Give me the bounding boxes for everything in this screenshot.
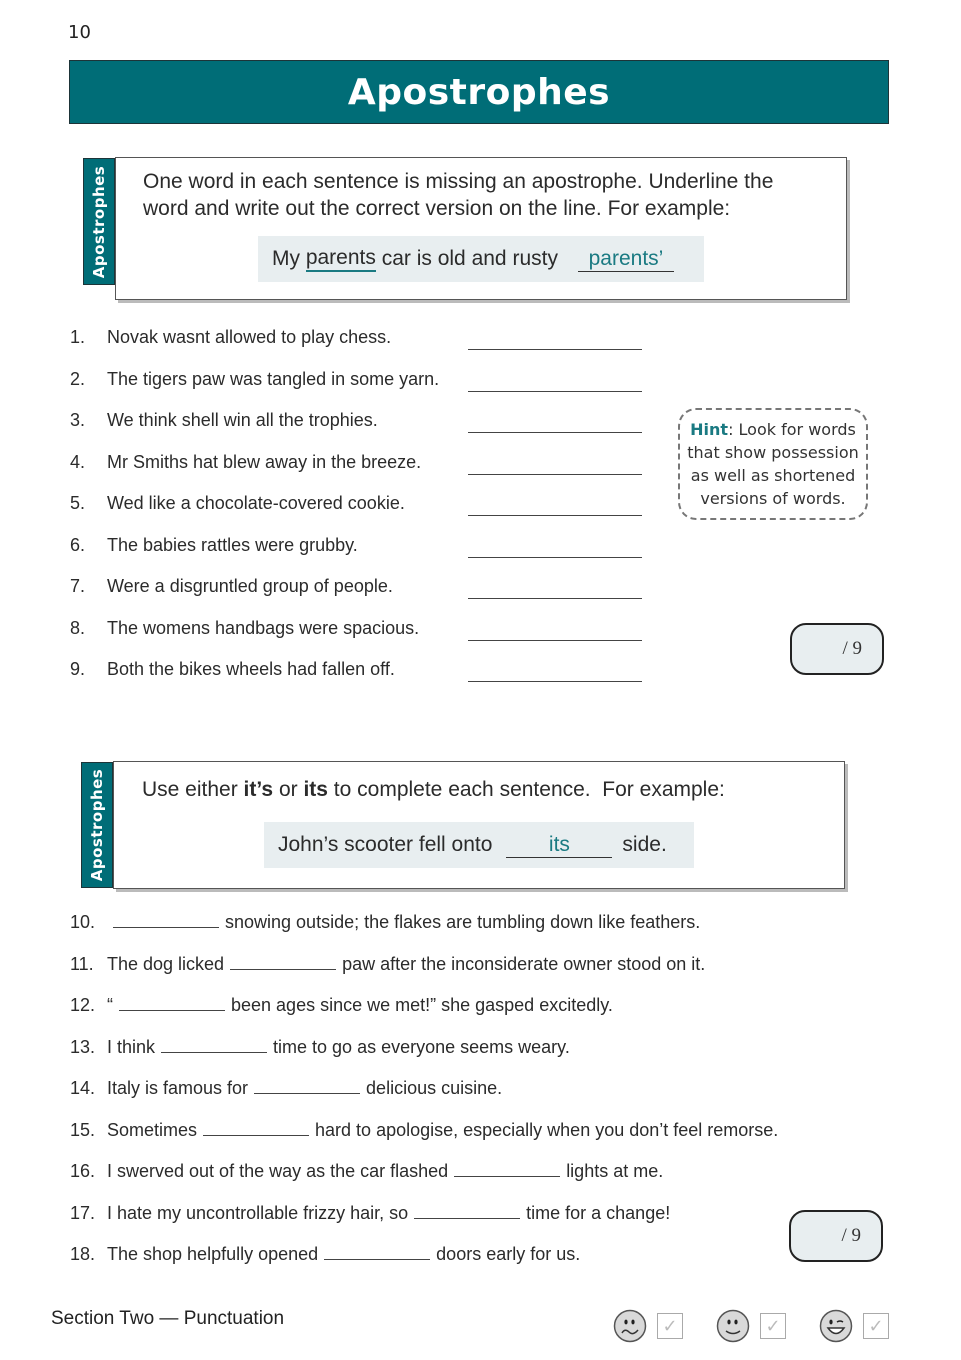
question-text-before: “ xyxy=(107,995,113,1015)
example-text-after: side. xyxy=(622,833,667,856)
instruction-bold-its-apostrophe: it’s xyxy=(243,778,274,801)
answer-line-1[interactable] xyxy=(468,349,642,350)
question-number: 12. xyxy=(70,995,96,1015)
question-text: We think shell win all the trophies. xyxy=(107,410,378,430)
question-item xyxy=(70,1037,570,1058)
answer-line-9[interactable] xyxy=(468,681,642,682)
question-number: 10. xyxy=(70,912,96,932)
rating-checkbox-3[interactable]: ✓ xyxy=(863,1313,889,1339)
page-title-banner xyxy=(69,60,889,124)
worried-face-icon xyxy=(613,1309,647,1343)
question-text-before: I swerved out of the way as the car flashed xyxy=(107,1161,449,1181)
question-item xyxy=(70,327,391,348)
question-number: 8. xyxy=(70,617,86,638)
question-item xyxy=(70,659,395,680)
answer-blank-12[interactable] xyxy=(119,996,225,1011)
question-text-before: Sometimes xyxy=(107,1119,198,1140)
question-number: 11. xyxy=(70,953,94,974)
question-item xyxy=(70,493,405,514)
answer-blank-18[interactable] xyxy=(324,1245,430,1260)
instruction-line xyxy=(142,776,725,803)
question-text: Both the bikes wheels had fallen off. xyxy=(107,659,395,679)
question-number: 7. xyxy=(70,576,86,596)
answer-blank-17[interactable] xyxy=(414,1204,520,1219)
question-item xyxy=(70,1203,670,1224)
question-number: 5. xyxy=(70,493,86,513)
answer-line-2[interactable] xyxy=(468,391,642,392)
side-tab-label: Apostrophes xyxy=(88,768,106,882)
answer-line-8[interactable] xyxy=(468,640,642,641)
question-text: Novak wasnt allowed to play chess. xyxy=(107,327,392,347)
answer-line-4[interactable] xyxy=(468,474,642,475)
question-item xyxy=(70,912,700,933)
section1-side-tab xyxy=(83,158,115,285)
question-number: 4. xyxy=(70,451,86,472)
hint-box xyxy=(678,408,868,520)
hint-line-4: versions of words. xyxy=(700,489,846,508)
side-tab-label: Apostrophes xyxy=(90,165,108,278)
question-text-before: The dog licked xyxy=(107,953,225,974)
answer-blank-10[interactable] xyxy=(113,913,219,928)
question-text-after: delicious cuisine. xyxy=(366,1078,503,1098)
footer-section-label: Section Two — Punctuation xyxy=(51,1308,285,1329)
answer-line-7[interactable] xyxy=(468,598,642,599)
rating-checkbox-1[interactable]: ✓ xyxy=(657,1313,683,1339)
question-text-after: time for a change! xyxy=(526,1202,671,1223)
hint-label: Hint xyxy=(690,420,729,439)
question-number: 9. xyxy=(70,659,86,679)
example-text-after: car is old and rusty xyxy=(375,247,558,270)
question-item xyxy=(70,452,421,473)
question-text-after: paw after the inconsiderate owner stood on it. xyxy=(342,953,706,974)
question-text-after: doors early for us. xyxy=(436,1244,581,1264)
hint-line-3: as well as shortened xyxy=(690,466,856,485)
smile-face-icon xyxy=(716,1309,750,1343)
question-item xyxy=(70,1078,502,1099)
section1-score-box[interactable] xyxy=(790,623,884,675)
hint-line-1: : Look for words xyxy=(728,420,856,439)
section2-example xyxy=(264,822,694,868)
question-text: Wed like a chocolate-covered cookie. xyxy=(107,493,405,513)
answer-blank-15[interactable] xyxy=(203,1121,309,1136)
question-item xyxy=(70,410,378,431)
instruction-text: or xyxy=(273,778,304,801)
section2-score-box[interactable] xyxy=(789,1210,883,1262)
question-text-before: Italy is famous for xyxy=(107,1078,249,1098)
section2-side-tab xyxy=(81,762,113,888)
answer-blank-13[interactable] xyxy=(161,1038,267,1053)
question-item xyxy=(70,954,705,975)
section1-example xyxy=(258,236,704,282)
question-text-after: snowing outside; the flakes are tumbling down like feathers. xyxy=(225,912,701,932)
page-title: Apostrophes xyxy=(347,71,611,113)
question-text-after: been ages since we met!” she gasped excitedly. xyxy=(231,995,613,1015)
question-number: 2. xyxy=(70,368,86,389)
answer-blank-11[interactable] xyxy=(230,955,336,970)
question-text: Were a disgruntled group of people. xyxy=(107,576,393,596)
question-item xyxy=(70,535,358,556)
question-text: Mr Smiths hat blew away in the breeze. xyxy=(107,451,422,472)
answer-line-3[interactable] xyxy=(468,432,642,433)
question-item xyxy=(70,1120,778,1141)
question-text-after: lights at me. xyxy=(566,1161,664,1181)
question-text: The babies rattles were grubby. xyxy=(107,534,358,555)
question-text-before: I hate my uncontrollable frizzy hair, so xyxy=(107,1202,409,1223)
instruction-line-2: word and write out the correct version on the line. For example: xyxy=(143,197,731,220)
answer-line-6[interactable] xyxy=(468,557,642,558)
example-answer: parents’ xyxy=(578,247,674,272)
section2-instructions xyxy=(113,761,845,889)
score-total: / 9 xyxy=(841,1225,861,1246)
question-number: 18. xyxy=(70,1244,96,1264)
page-number: 10 xyxy=(68,22,91,43)
section1-instructions xyxy=(115,157,847,300)
question-text-before: The shop helpfully opened xyxy=(107,1244,319,1264)
question-number: 1. xyxy=(70,327,86,347)
question-number: 3. xyxy=(70,410,86,430)
instruction-bold-its: its xyxy=(303,778,328,801)
answer-line-5[interactable] xyxy=(468,515,642,516)
score-total: / 9 xyxy=(842,638,862,659)
question-number: 13. xyxy=(70,1036,96,1057)
answer-blank-14[interactable] xyxy=(254,1079,360,1094)
question-text-before: I think xyxy=(107,1036,156,1057)
question-number: 14. xyxy=(70,1078,96,1098)
question-item xyxy=(70,618,419,639)
question-item xyxy=(70,995,613,1016)
rating-checkbox-2[interactable]: ✓ xyxy=(760,1313,786,1339)
question-text: The womens handbags were spacious. xyxy=(107,617,420,638)
question-text-after: hard to apologise, especially when you don’t feel remorse. xyxy=(315,1119,779,1140)
example-underlined-word: parents xyxy=(306,246,376,272)
example-answer: its xyxy=(506,833,612,858)
question-number: 6. xyxy=(70,534,86,555)
hint-line-2: that show possession xyxy=(687,443,859,462)
question-item xyxy=(70,1244,580,1265)
question-number: 16. xyxy=(70,1161,96,1181)
example-text-before: John’s scooter fell onto xyxy=(278,833,493,856)
question-text: The tigers paw was tangled in some yarn. xyxy=(107,368,440,389)
question-item xyxy=(70,576,393,597)
question-number: 15. xyxy=(70,1119,96,1140)
answer-blank-16[interactable] xyxy=(454,1162,560,1177)
wink-grin-face-icon xyxy=(819,1309,853,1343)
instruction-text: Use either xyxy=(142,778,244,801)
question-number: 17. xyxy=(70,1202,96,1223)
example-text-before: My xyxy=(272,247,306,270)
question-item xyxy=(70,1161,663,1182)
instruction-text: to complete each sentence. For example: xyxy=(327,778,725,801)
question-text-after: time to go as everyone seems weary. xyxy=(273,1036,570,1057)
question-item xyxy=(70,369,439,390)
instruction-line-1: One word in each sentence is missing an apostrophe. Underline the xyxy=(143,170,774,193)
